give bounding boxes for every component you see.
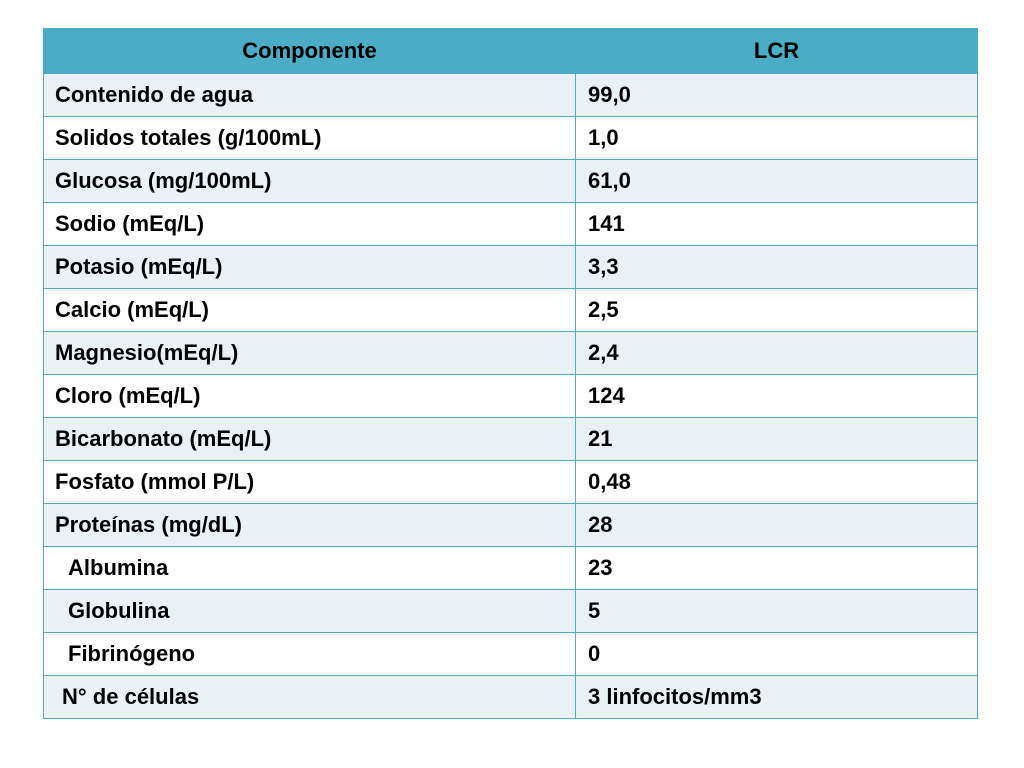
row-value: 124	[576, 375, 978, 418]
row-value: 23	[576, 547, 978, 590]
table-row	[44, 590, 978, 633]
row-component: Sodio (mEq/L)	[44, 203, 576, 246]
row-value: 2,5	[576, 289, 978, 332]
row-value: 3 linfocitos/mm3	[576, 676, 978, 719]
row-value: 5	[576, 590, 978, 633]
table-row	[44, 74, 978, 117]
row-component: Glucosa (mg/100mL)	[44, 160, 576, 203]
row-component: Solidos totales (g/100mL)	[44, 117, 576, 160]
table-row	[44, 547, 978, 590]
row-value: 28	[576, 504, 978, 547]
row-component-cell	[44, 633, 576, 676]
row-component-cell	[44, 547, 576, 590]
table-row	[44, 246, 978, 289]
table-row	[44, 676, 978, 719]
lcr-composition-table	[43, 28, 978, 719]
table-row	[44, 375, 978, 418]
table-header-row	[44, 29, 978, 74]
row-value: 3,3	[576, 246, 978, 289]
header-lcr: LCR	[576, 29, 978, 74]
row-component: Contenido de agua	[44, 74, 576, 117]
row-component: Fosfato (mmol P/L)	[44, 461, 576, 504]
row-value: 141	[576, 203, 978, 246]
row-component: Magnesio(mEq/L)	[44, 332, 576, 375]
row-component: Albumina	[68, 555, 169, 580]
row-value: 2,4	[576, 332, 978, 375]
table-row	[44, 633, 978, 676]
table-row	[44, 117, 978, 160]
table-row	[44, 418, 978, 461]
table-row	[44, 203, 978, 246]
row-value: 21	[576, 418, 978, 461]
row-component: Fibrinógeno	[68, 641, 196, 666]
row-value: 0,48	[576, 461, 978, 504]
row-component-cell	[44, 590, 576, 633]
row-value: 0	[576, 633, 978, 676]
row-value: 61,0	[576, 160, 978, 203]
row-value: 99,0	[576, 74, 978, 117]
row-component: N° de células	[62, 684, 200, 709]
table-row	[44, 289, 978, 332]
row-component: Proteínas (mg/dL)	[44, 504, 576, 547]
row-component: Potasio (mEq/L)	[44, 246, 576, 289]
row-component: Calcio (mEq/L)	[44, 289, 576, 332]
row-component: Bicarbonato (mEq/L)	[44, 418, 576, 461]
row-value: 1,0	[576, 117, 978, 160]
table-row	[44, 461, 978, 504]
table-row	[44, 160, 978, 203]
row-component: Cloro (mEq/L)	[44, 375, 576, 418]
header-component: Componente	[44, 29, 576, 74]
table-row	[44, 332, 978, 375]
lcr-composition-table-container	[43, 28, 977, 719]
row-component: Globulina	[68, 598, 170, 623]
table-row	[44, 504, 978, 547]
row-component-cell	[44, 676, 576, 719]
